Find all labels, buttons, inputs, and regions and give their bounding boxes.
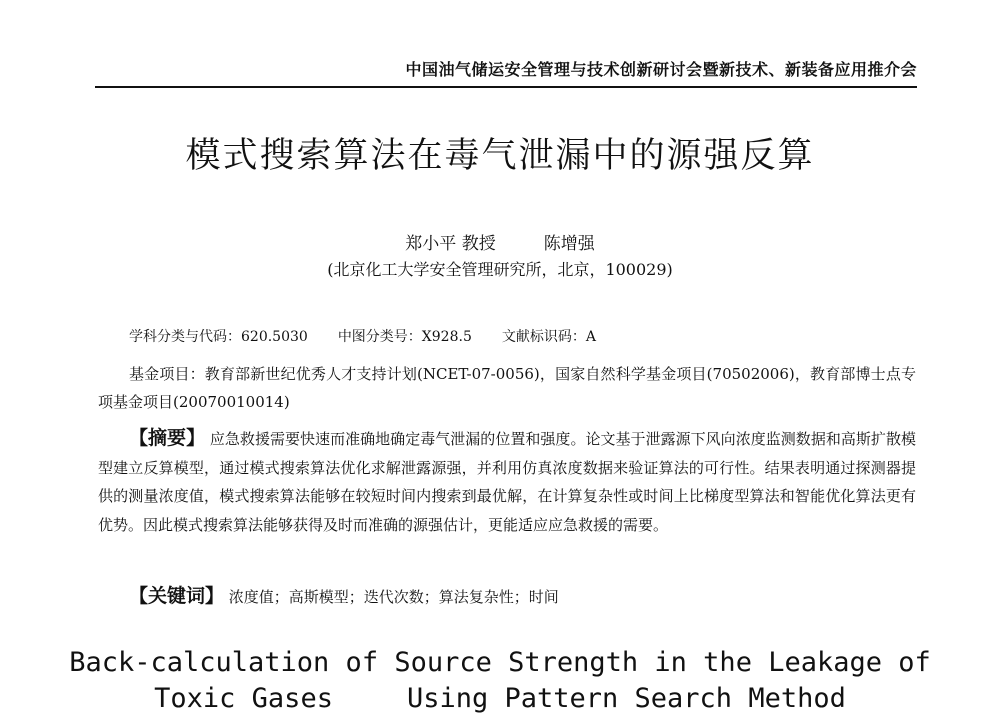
- english-title-line-1: Back-calculation of Source Strength in the Leakage of: [69, 647, 931, 678]
- english-title-line-2a: Toxic Gases: [154, 683, 333, 714]
- fund-statement: 基金项目：教育部新世纪优秀人才支持计划(NCET-07-0056)，国家自然科学基金项目(70502006)，教育部博士点专项基金项目(20070010014): [98, 365, 916, 411]
- affiliation: (北京化工大学安全管理研究所，北京，100029): [327, 260, 673, 279]
- paper-title: 模式搜索算法在毒气泄漏中的源强反算: [185, 136, 815, 176]
- document-code: 文献标识码：A: [501, 329, 596, 345]
- authors: [0, 229, 1000, 254]
- clc-code: 中图分类号：X928.5: [337, 329, 472, 345]
- running-header: 中国油气储运安全管理与技术创新研讨会暨新技术、新装备应用推介会: [95, 57, 917, 88]
- abstract-label: 【摘要】: [129, 427, 206, 449]
- classification-line: [129, 326, 626, 346]
- english-title-line-2: [0, 681, 1000, 717]
- abstract-text: 应急救援需要快速而准确地确定毒气泄漏的位置和强度。论文基于泄露源下风向浓度监测数据和高斯扩散模型建立反算模型，通过模式搜索算法优化求解泄露源强，并利用仿真浓度数据来验证算法的可行性。结果表明通过探测器提供的测量浓度值，模式搜索算法能够在较短时间内搜索到最优解，在计算复杂性或时间上比梯度型算法和智能优化算法更有优势。因此模式搜索算法能够获得及时而准确的源强估计，更能适应应急救援的需要。: [98, 430, 916, 534]
- keywords-text: 浓度值；高斯模型；迭代次数；算法复杂性；时间: [228, 588, 559, 606]
- english-title-line-2b: Using Pattern Search Method: [406, 683, 846, 714]
- english-title: [0, 645, 1000, 717]
- author-1: 郑小平 教授: [405, 234, 496, 254]
- keywords: [129, 581, 559, 608]
- abstract: [98, 424, 916, 539]
- keywords-label: 【关键词】: [129, 585, 225, 607]
- subject-code: 学科分类与代码：620.5030: [129, 329, 308, 345]
- author-2: 陈增强: [543, 234, 595, 254]
